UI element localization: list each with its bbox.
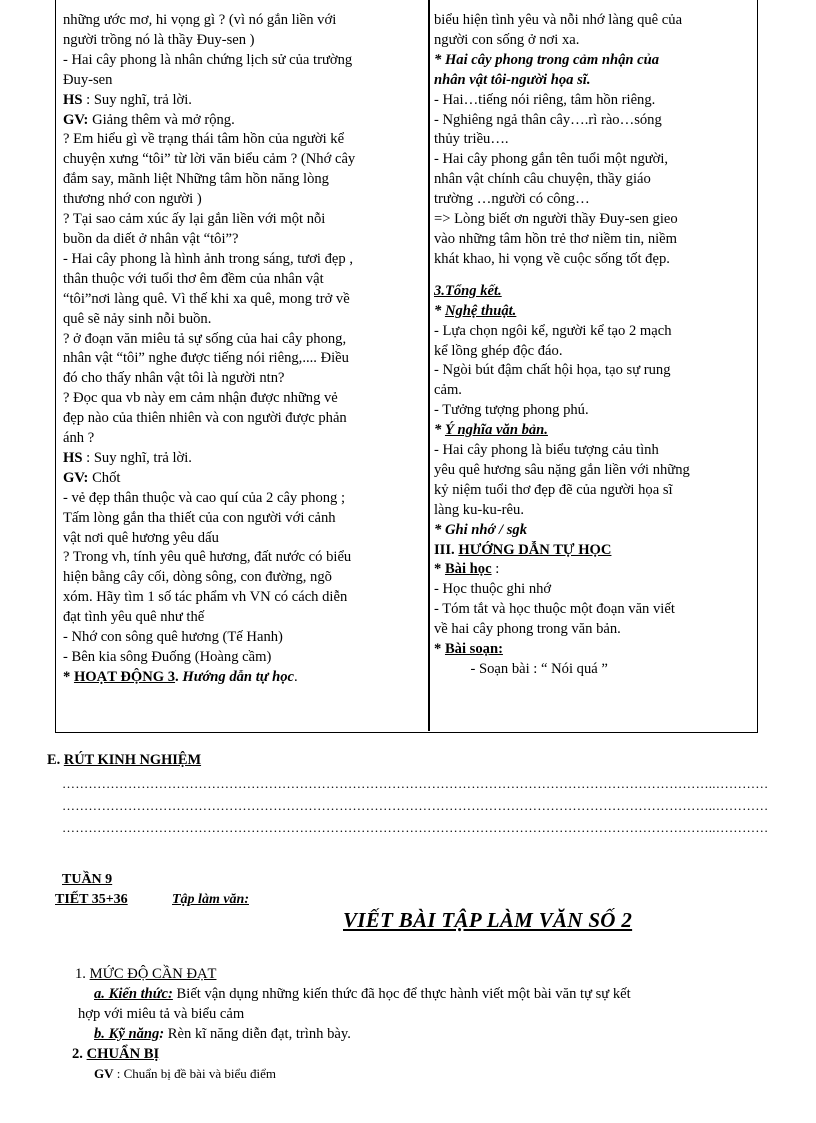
section-1-heading — [75, 966, 216, 983]
text-line: Tấm lòng gắn tha thiết của con người với cảnh — [63, 509, 336, 526]
text-line: đắm say, mãnh liệt Những tâm hồn năng lòng — [63, 171, 329, 188]
text-line: những ước mơ, hi vọng gì ? (vì nó gắn liền với — [63, 12, 337, 28]
activity-3-heading — [63, 668, 421, 688]
section-heading: 3.Tổng kết. — [434, 282, 502, 299]
text-line: - Nhớ con sông quê hương (Tế Hanh) — [63, 629, 283, 646]
text-line: xóm. Hãy tìm 1 số tác phẩm vh VN có cách diễn — [63, 589, 348, 606]
text-line: làng ku-ku-rêu. — [434, 501, 524, 518]
text-line: về hai cây phong trong văn bản. — [434, 621, 621, 638]
page-title: VIẾT BÀI TẬP LÀM VĂN SỐ 2 — [343, 908, 633, 932]
text-line: biểu hiện tình yêu và nỗi nhớ làng quê của — [434, 12, 683, 28]
text-line: - Hai cây phong gắn tên tuổi một người, — [434, 151, 669, 168]
subheading-label: Bài soạn: — [444, 641, 503, 658]
section-number: 2. — [72, 1046, 87, 1062]
skill-label: b. Kỹ năng — [94, 1026, 160, 1042]
text-line: - Tưởng tượng phong phú. — [434, 402, 589, 419]
subheading-label: Ý nghĩa văn bản. — [444, 422, 548, 439]
text-line: - Soạn bài : “ Nói quá ” — [434, 661, 608, 677]
text-line: yêu quê hương sâu nặng gắn liền với những — [434, 461, 690, 478]
subheading — [434, 640, 752, 660]
section-heading — [434, 541, 752, 561]
text-line — [63, 91, 421, 111]
text-line: - Hai cây phong là hình ảnh trong sáng, tươi đẹp , — [63, 250, 354, 267]
lesson-table — [55, 0, 758, 733]
text-line — [63, 111, 421, 131]
text-line: - Tóm tắt và học thuộc một đoạn văn viết — [434, 601, 675, 618]
section-label: CHUẨN BỊ — [86, 1046, 160, 1062]
text-line: người con sống ở nơi xa. — [434, 31, 580, 48]
subheading: * Ghi nhớ / sgk — [434, 521, 527, 538]
text-line: - Học thuộc ghi nhớ — [434, 581, 552, 598]
dotted-line: …………………………………………………………………………………………………………………………………..………… — [62, 776, 769, 791]
left-column — [63, 11, 421, 688]
text-line: ? ở đoạn văn miêu tả sự sống của hai cây phong, — [63, 330, 347, 347]
text-line: trường …người có công… — [434, 191, 590, 208]
text-line: đó cho thấy nhân vật tôi là người ntn? — [63, 370, 285, 387]
gv-text: Chốt — [88, 469, 121, 486]
section-e-heading — [47, 752, 201, 769]
dot: . — [175, 668, 183, 685]
hs-label: HS — [63, 91, 83, 108]
text-line: - Nghiêng ngả thân cây….rì rào…sóng — [434, 111, 662, 128]
text-line: hiện bằng cây cối, dòng sông, con đường, ngõ — [63, 569, 332, 586]
text-line: vào những tâm hồn trẻ thơ niềm tin, niềm — [434, 230, 678, 247]
subheading — [434, 560, 752, 580]
text-line: buồn da diết ở nhân vật “tôi”? — [63, 230, 239, 247]
text-line: - Lựa chọn ngôi kể, người kể tạo 2 mạch — [434, 322, 672, 339]
knowledge-line-2: hợp với miêu tả và biểu cảm — [78, 1006, 245, 1022]
gv-text: : Chuẩn bị đề bài và biểu điểm — [113, 1066, 276, 1081]
period: . — [294, 668, 298, 685]
text-line: “tôi”nơi làng quê. Vì thế khi xa quê, mong trở về — [63, 290, 350, 307]
text-line: ? Tại sao cảm xúc ấy lại gắn liền với một nỗi — [63, 211, 326, 228]
knowledge-label: a. Kiến thức: — [94, 986, 173, 1002]
bullet: * — [63, 668, 74, 685]
text-line: đẹp nào của thiên nhiên và con người được phản — [63, 410, 347, 427]
text-line: người trồng nó là thầy Đuy-sen ) — [63, 31, 255, 48]
bullet: * — [434, 422, 445, 439]
text-line: - Bên kia sông Đuống (Hoàng cầm) — [63, 649, 272, 665]
text-line: - vẻ đẹp thân thuộc và cao quí của 2 cây phong ; — [63, 489, 346, 506]
spacer — [434, 270, 752, 282]
text-line: Đuy-sen — [63, 71, 113, 88]
dotted-line: …………………………………………………………………………………………………………………………………..………… — [62, 798, 769, 813]
week-label: TUẦN 9 — [62, 872, 113, 887]
subheading: * Hai cây phong trong cảm nhận của — [434, 51, 660, 68]
gv-label: GV: — [63, 111, 89, 128]
hs-label: HS — [63, 449, 83, 466]
text-line — [63, 469, 421, 489]
text-line: ánh ? — [63, 430, 95, 447]
column-divider — [428, 0, 430, 731]
subheading: nhân vật tôi-người họa sĩ. — [434, 71, 591, 88]
text-line: - Hai cây phong là biểu tượng cảu tình — [434, 442, 659, 459]
text-line: - Hai cây phong là nhân chứng lịch sử của trường — [63, 51, 353, 68]
subheading — [434, 302, 752, 322]
text-line: khát khao, hi vọng về cuộc sống tốt đẹp. — [434, 250, 670, 267]
knowledge-text: Biết vận dụng những kiến thức đã học để thực hành viết một bài văn tự sự kết — [172, 986, 631, 1002]
dotted-line: …………………………………………………………………………………………………………………………………..………… — [62, 820, 769, 835]
text-line: quê sẽ nảy sinh nỗi buồn. — [63, 310, 212, 327]
section-label: RÚT KINH NGHIỆM — [63, 752, 202, 768]
gv-prep-line — [94, 1066, 276, 1082]
text-line: - Hai…tiếng nói riêng, tâm hồn riêng. — [434, 91, 656, 108]
text-line: thân thuộc với tuổi thơ êm đềm của nhân vật — [63, 270, 324, 287]
text-line: thương nhớ con người ) — [63, 191, 202, 208]
text-line: - Ngòi bút đậm chất hội họa, tạo sự rung — [434, 362, 671, 379]
subject-label: Tập làm văn: — [172, 892, 249, 907]
section-letter: E. — [47, 752, 64, 768]
section-2-heading — [72, 1046, 159, 1063]
bullet: * — [434, 561, 445, 578]
text-line: ? Trong vh, tính yêu quê hương, đất nước có biểu — [63, 549, 352, 566]
gv-text: Giảng thêm và mở rộng. — [88, 111, 235, 128]
roman-numeral: III. — [434, 541, 459, 558]
text-line: => Lòng biết ơn người thầy Đuy-sen gieo — [434, 211, 678, 228]
bullet: * — [434, 302, 445, 319]
period-label: TIẾT 35+36 — [55, 892, 128, 907]
text-line: chuyện xưng “tôi” từ lời văn biểu cảm ? (Nhớ cây — [63, 151, 356, 168]
text-line: ? Đọc qua vb này em cảm nhận được những vẻ — [63, 390, 338, 407]
gv-label: GV: — [63, 469, 89, 486]
activity-label: HOẠT ĐỘNG 3 — [73, 668, 176, 685]
text-line: nhân vật chính câu chuyện, thầy giáo — [434, 171, 651, 188]
gv-label: GV — [94, 1066, 114, 1081]
bullet: * — [434, 641, 445, 658]
colon: : — [159, 1026, 165, 1042]
text-line: ? Em hiểu gì về trạng thái tâm hồn của người kể — [63, 131, 345, 148]
text-line: cảm. — [434, 382, 462, 399]
subheading-label: Bài học — [444, 561, 492, 578]
knowledge-line — [94, 986, 631, 1003]
colon: : — [491, 561, 500, 578]
hs-text: : Suy nghĩ, trả lời. — [82, 91, 192, 108]
text-line: đạt tình yêu quê như thế — [63, 609, 205, 626]
skill-line — [94, 1026, 351, 1043]
text-line: thủy triều…. — [434, 131, 509, 148]
text-line: kỷ niệm tuổi thơ đẹp đẽ của người họa sĩ — [434, 481, 673, 498]
subheading — [434, 421, 752, 441]
text-line: kể lồng ghép độc đáo. — [434, 342, 563, 359]
section-label: HƯỚNG DẪN TỰ HỌC — [458, 541, 612, 558]
activity-title: Hướng dẫn tự học — [182, 668, 295, 685]
text-line: nhân vật “tôi” nghe được tiếng nói riêng,.... Điều — [63, 350, 349, 367]
text-line — [63, 449, 421, 469]
right-column — [434, 11, 752, 680]
subheading-label: Nghệ thuật. — [444, 302, 517, 319]
skill-text: Rèn kĩ năng diễn đạt, trình bày. — [164, 1026, 351, 1042]
text-line: vật nơi quê hương yêu dấu — [63, 529, 219, 546]
section-number: 1. — [75, 966, 90, 982]
section-label: MỨC ĐỘ CẦN ĐẠT — [89, 966, 217, 982]
hs-text: : Suy nghĩ, trả lời. — [82, 449, 192, 466]
